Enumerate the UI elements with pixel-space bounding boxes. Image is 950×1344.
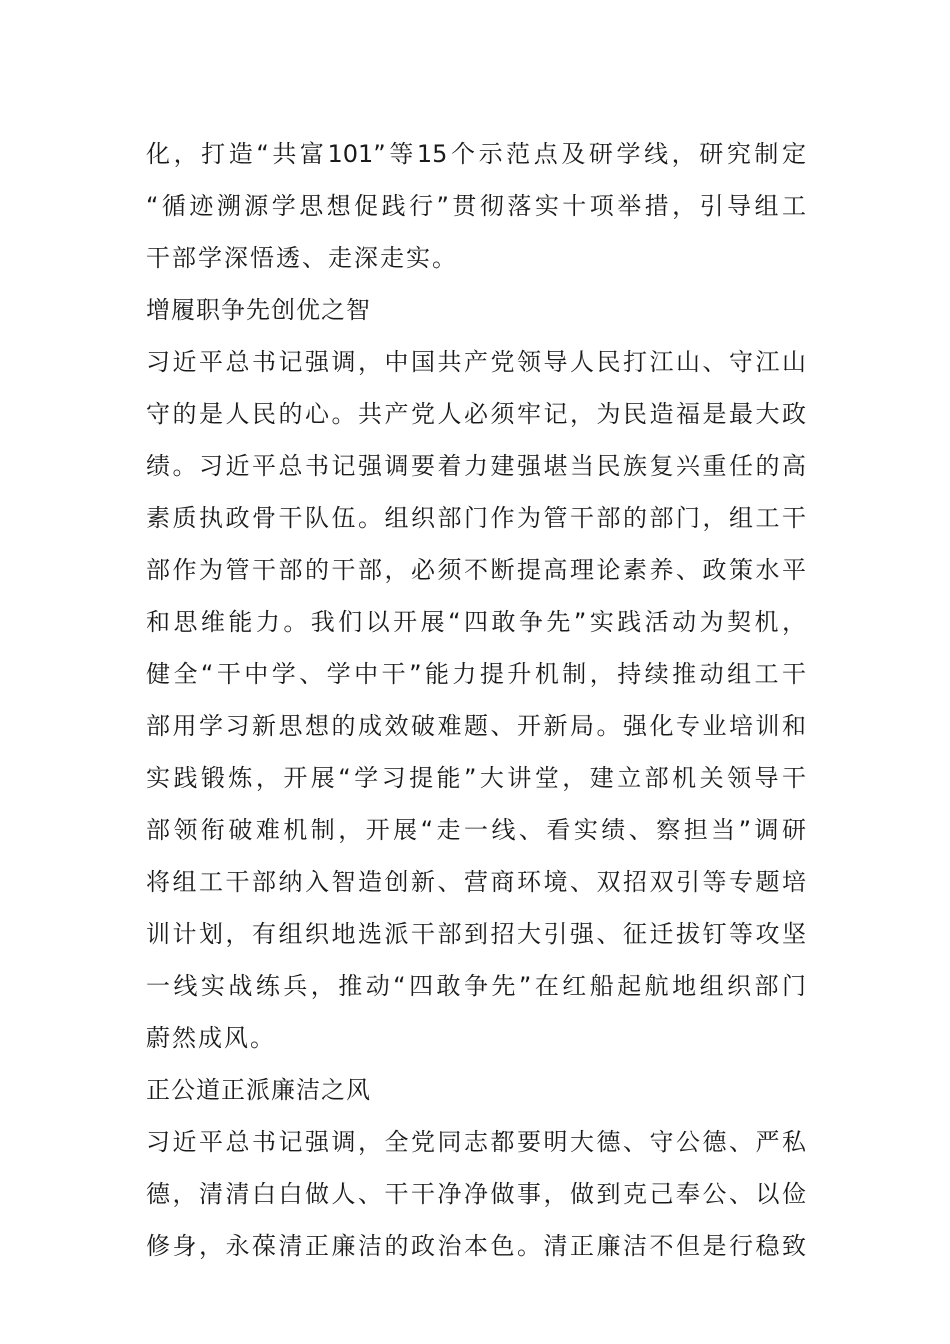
section-heading-text: 正公道正派廉洁之风 — [146, 1076, 371, 1104]
section-heading — [146, 284, 806, 336]
paragraph-line: 素质执政骨干队伍。组织部门作为管干部的部门，组工干 — [146, 504, 806, 532]
paragraph — [146, 1116, 806, 1272]
paragraph-line: 习近平总书记强调，中国共产党领导人民打江山、守江山 — [146, 348, 806, 376]
paragraph-line: 绩。习近平总书记强调要着力建强堪当民族复兴重任的高 — [146, 452, 806, 480]
paragraph-line: 将组工干部纳入智造创新、营商环境、双招双引等专题培 — [146, 868, 806, 896]
paragraph-line: 健全“干中学、学中干”能力提升机制，持续推动组工干 — [146, 660, 806, 688]
paragraph-line: 部作为管干部的干部，必须不断提高理论素养、政策水平 — [146, 556, 806, 584]
paragraph-line: 和思维能力。我们以开展“四敢争先”实践活动为契机， — [146, 608, 806, 636]
paragraph-line: 部用学习新思想的成效破难题、开新局。强化专业培训和 — [146, 712, 806, 740]
paragraph-line: 训计划，有组织地选派干部到招大引强、征迁拔钉等攻坚 — [146, 920, 806, 948]
paragraph-line: 德，清清白白做人、干干净净做事，做到克己奉公、以俭 — [146, 1180, 806, 1208]
section-heading-text: 增履职争先创优之智 — [146, 296, 371, 324]
paragraph-line: 守的是人民的心。共产党人必须牢记，为民造福是最大政 — [146, 400, 806, 428]
paragraph-line: 部领衔破难机制，开展“走一线、看实绩、察担当”调研 — [146, 816, 806, 844]
paragraph — [146, 128, 806, 284]
paragraph-line: 干部学深悟透、走深走实。 — [146, 244, 458, 272]
section-heading — [146, 1064, 806, 1116]
paragraph-line: 一线实战练兵，推动“四敢争先”在红船起航地组织部门 — [146, 972, 806, 1000]
paragraph-line: 蔚然成风。 — [146, 1024, 276, 1052]
paragraph — [146, 336, 806, 1064]
paragraph-line: 习近平总书记强调，全党同志都要明大德、守公德、严私 — [146, 1128, 806, 1156]
paragraph-line: “循迹溯源学思想促践行”贯彻落实十项举措，引导组工 — [146, 192, 806, 220]
paragraph-line: 实践锻炼，开展“学习提能”大讲堂，建立部机关领导干 — [146, 764, 806, 792]
paragraph-line: 修身，永葆清正廉洁的政治本色。清正廉洁不但是行稳致 — [146, 1232, 806, 1260]
paragraph-line: 化，打造“共富101”等15个示范点及研学线，研究制定 — [146, 140, 806, 168]
document-body — [146, 128, 806, 1272]
